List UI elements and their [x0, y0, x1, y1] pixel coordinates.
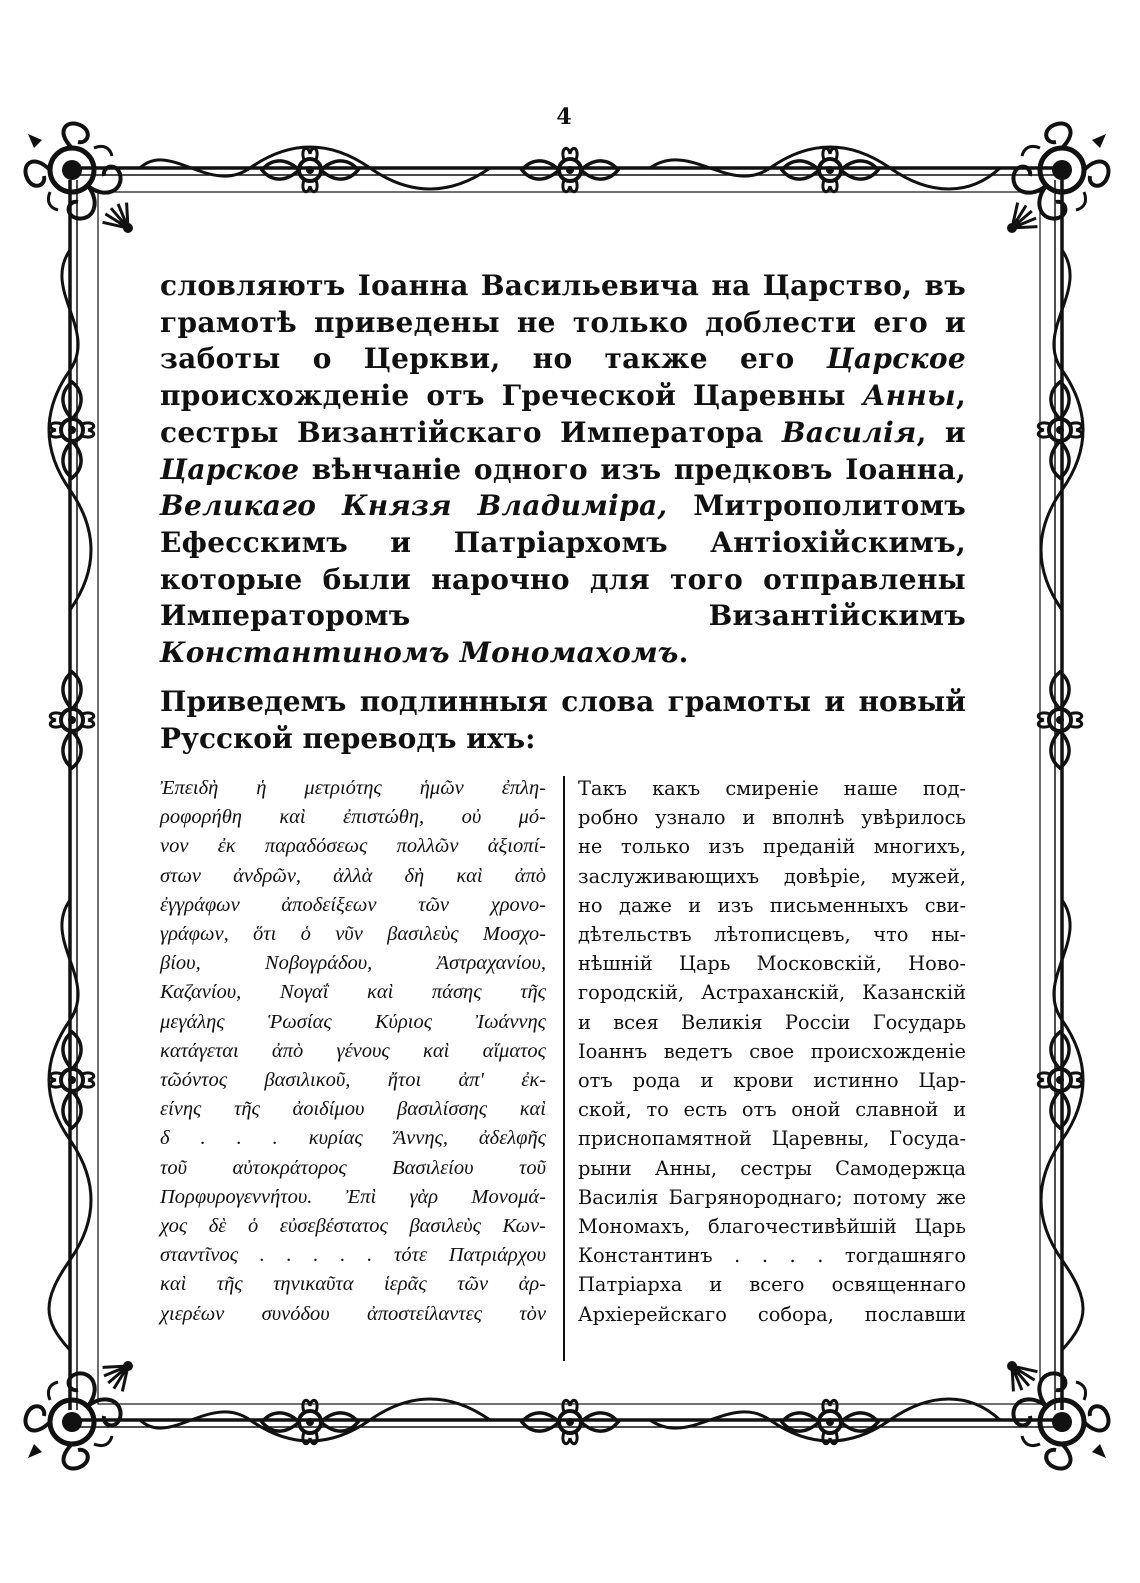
russian-translation-column — [578, 774, 966, 1329]
intro-text: происхожденіе отъ Греческой Царевны — [160, 379, 863, 413]
greek-line: ἐγγράφων ἀποδείξεων τῶν χρονο- — [160, 893, 546, 916]
page-number: 4 — [556, 104, 572, 130]
greek-line: δ . . . κυρίας Ἄννης, ἀδελφῆς — [160, 1127, 546, 1150]
greek-line: χος δὲ ὁ εὐσεβέστατος βασιλεὺς Κων- — [160, 1215, 546, 1238]
greek-line: Ἐπειδὴ ἡ μετριότης ἡμῶν ἐπλη- — [160, 777, 546, 799]
russian-line: Іоаннъ ведетъ свое происхожденіе — [578, 1039, 966, 1063]
intro-emphasis: Анны — [862, 379, 956, 413]
russian-line: рыни Анны, сестры Самодержца — [578, 1156, 966, 1180]
lead-paragraph: Приведемъ подлинныя слова грамоты и новый Русской переводъ ихъ: — [160, 685, 966, 755]
intro-emphasis: Великаго Князя Владиміра, — [160, 489, 668, 523]
greek-line: στων ἀνδρῶν, ἀλλὰ δὴ καὶ ἀπὸ — [160, 864, 546, 887]
greek-line: νον ἐκ παραδόσεως πολλῶν ἀξιοπί- — [160, 835, 546, 858]
greek-line: σταντῖνος . . . . . τότε Πατριάρχου — [160, 1244, 546, 1267]
intro-emphasis: Царское — [826, 342, 966, 376]
intro-text: вѣнчаніе одного изъ предковъ Іоанна, — [299, 452, 966, 486]
russian-line: дѣтельствъ лѣтописцевъ, что ны- — [578, 923, 966, 947]
greek-line: είνης τῆς ἀοιδίμου βασιλίσσης καὶ — [160, 1098, 546, 1121]
greek-line: Πορφυρογεννήτου. Ἐπὶ γὰρ Μονομά- — [160, 1185, 546, 1208]
intro-emphasis: Константиномъ Мономахомъ — [160, 636, 679, 670]
intro-paragraph — [160, 268, 966, 672]
greek-line: βίου, Νοβογράδου, Ἀστραχανίου, — [160, 952, 546, 975]
russian-line: нѣшній Царь Московскій, Ново- — [578, 952, 966, 976]
russian-line: и всея Великія Россіи Государь — [578, 1010, 966, 1034]
russian-line: приснопамятной Царевны, Госуда- — [578, 1127, 966, 1151]
russian-line: Такъ какъ смиреніе наше под- — [578, 777, 966, 800]
greek-original-column — [160, 774, 546, 1329]
russian-line: но даже и изъ письменныхъ сви- — [578, 893, 966, 917]
intro-text: , сестры Византійскаго Императора — [160, 379, 966, 449]
greek-line: τῶόντος βασιλικοῦ, ἤτοι ἀπ' ἐκ- — [160, 1069, 546, 1092]
greek-line: ροφορήθη καὶ ἐπιστώθη, οὐ μό- — [160, 806, 546, 829]
intro-text: словляютъ Іоанна Васильевича на Царство, въ грамотѣ приведены не только доблести его и заботы о Церкви, но также его — [160, 269, 966, 376]
russian-line: Василія Багрянороднаго; потому же — [578, 1185, 966, 1209]
intro-emphasis: Василія — [781, 415, 917, 449]
russian-line: заслуживающихъ довѣріе, мужей, — [578, 864, 966, 888]
intro-text: . — [678, 636, 689, 670]
russian-line: Константинъ . . . . тогдашняго — [578, 1244, 966, 1268]
intro-text: , и — [916, 415, 966, 449]
greek-line: γράφων, ὅτι ὁ νῦν βασιλεὺς Μοσχο- — [160, 923, 546, 946]
greek-line: κατάγεται ἀπὸ γένους καὶ αἵματος — [160, 1039, 546, 1062]
russian-line: Мономахъ, благочестивѣйшій Царь — [578, 1215, 966, 1239]
greek-line: καὶ τῆς τηνικαῦτα ἱερᾶς τῶν ἀρ- — [160, 1273, 546, 1296]
russian-line: отъ рода и крови истинно Цар- — [578, 1069, 966, 1093]
greek-line: Καζανίου, Νογαΐ καὶ πάσης τῆς — [160, 981, 546, 1004]
russian-line: Архіерейскаго собора, пославши — [578, 1302, 966, 1326]
russian-line: ской, то есть отъ оной славной и — [578, 1098, 966, 1122]
russian-line: городскій, Астраханскій, Казанскій — [578, 981, 966, 1005]
russian-line: Патріарха и всего освященнаго — [578, 1273, 966, 1297]
intro-emphasis: Царское — [160, 452, 300, 486]
russian-line: не только изъ преданій многихъ, — [578, 835, 966, 859]
greek-line: μεγάλης Ῥωσίας Κύριος Ἰωάννης — [160, 1010, 546, 1033]
russian-line: робно узнало и вполнѣ увѣрилось — [578, 806, 966, 830]
greek-line: τοῦ αὐτοκράτορος Βασιλείου τοῦ — [160, 1156, 546, 1179]
greek-line: χιερέων συνόδου ἀποστείλαντες τὸν — [160, 1302, 546, 1325]
intro-text: Митрополитомъ Ефесскимъ и Патріархомъ Антіохійскимъ, которые были нарочно для того отправлены Императоромъ Византійскимъ — [160, 489, 966, 633]
column-divider — [563, 776, 565, 1361]
